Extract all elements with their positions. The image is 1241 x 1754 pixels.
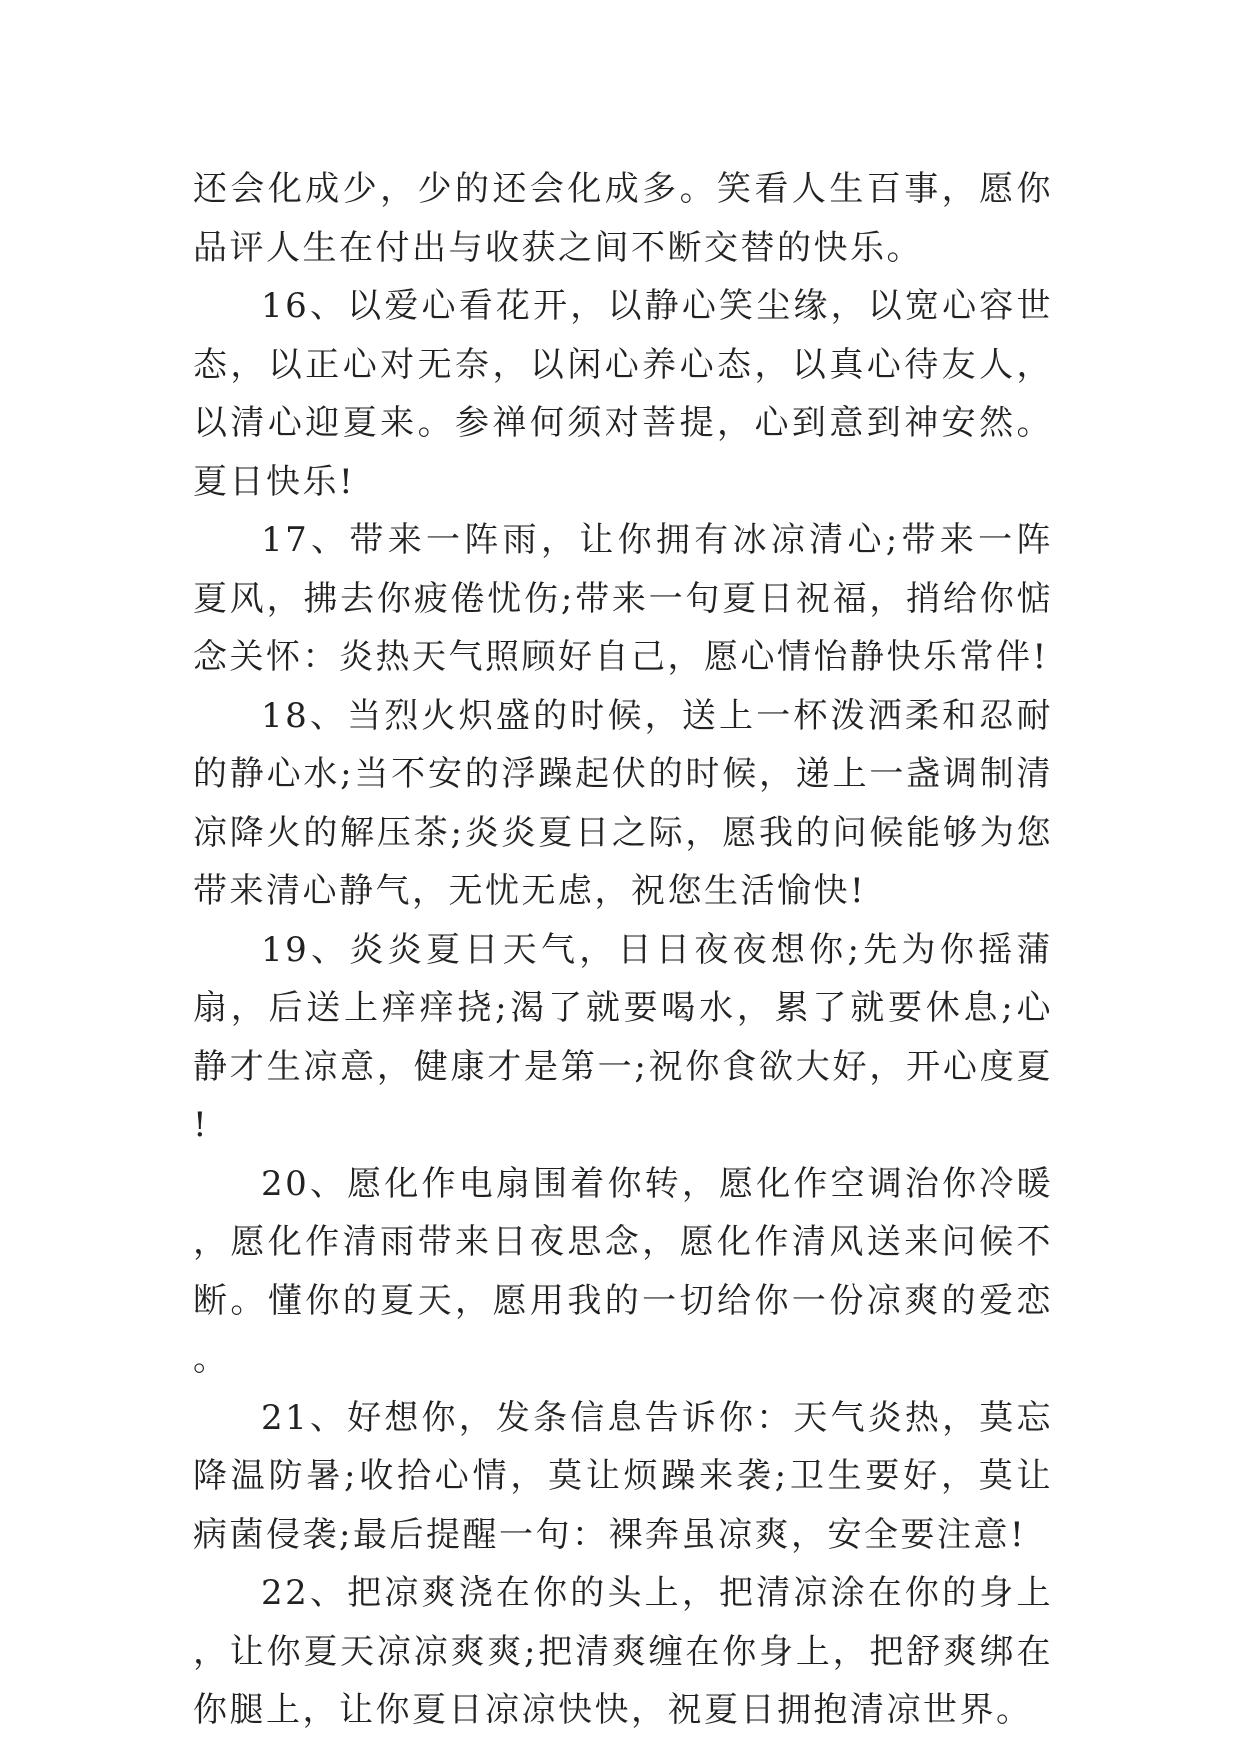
- paragraph-17: 17、带来一阵雨，让你拥有冰凉清心;带来一阵夏风，拂去你疲倦忧伤;带来一句夏日祝福，捎给你惦念关怀：炎热天气照顾好自己，愿心情怡静快乐常伴!: [193, 520, 1053, 677]
- paragraph-22: 22、把凉爽浇在你的头上，把清凉涂在你的身上，让你夏天凉凉爽爽;把清爽缠在你身上，把舒爽绑在你腿上，让你夏日凉凉快快，祝夏日拥抱清凉世界。: [193, 1573, 1053, 1730]
- paragraph-20: 20、愿化作电扇围着你转，愿化作空调治你冷暖，愿化作清雨带来日夜思念，愿化作清风送来问候不断。懂你的夏天，愿用我的一切给你一份凉爽的爱恋。: [193, 1163, 1053, 1379]
- paragraph-21: 21、好想你，发条信息告诉你：天气炎热，莫忘降温防暑;收拾心情，莫让烦躁来袭;卫生要好，莫让病菌侵袭;最后提醒一句：裸奔虽凉爽，安全要注意!: [193, 1397, 1053, 1555]
- document-body: [193, 160, 1053, 1740]
- paragraph-continuation: 还会化成少，少的还会化成多。笑看人生百事，愿你品评人生在付出与收获之间不断交替的快乐。: [193, 169, 1053, 268]
- paragraph-18: 18、当烈火炽盛的时候，送上一杯泼洒柔和忍耐的静心水;当不安的浮躁起伏的时候，递上一盏调制清凉降火的解压茶;炎炎夏日之际，愿我的问候能够为您带来清心静气，无忧无虑，祝您生活愉快!: [193, 695, 1053, 911]
- paragraph-19: 19、炎炎夏日天气，日日夜夜想你;先为你摇蒲扇，后送上痒痒挠;渴了就要喝水，累了就要休息;心静才生凉意，健康才是第一;祝你食欲大好，开心度夏!: [193, 929, 1053, 1145]
- paragraph-16: 16、以爱心看花开，以静心笑尘缘，以宽心容世态，以正心对无奈，以闲心养心态，以真心待友人，以清心迎夏来。参禅何须对菩提，心到意到神安然。夏日快乐!: [193, 286, 1053, 502]
